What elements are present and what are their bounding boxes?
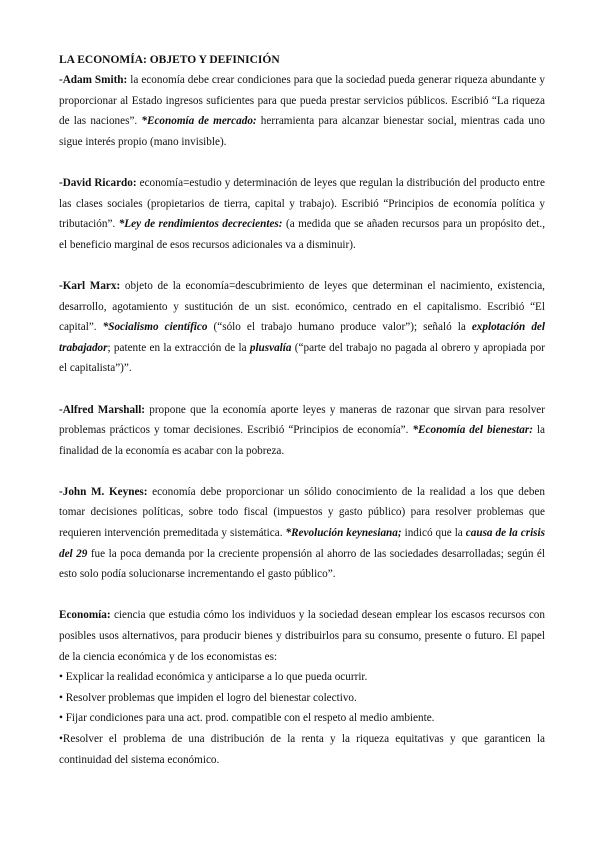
paragraph-text: economía=estudio y determinación de leyes que regulan la distribución del producto entre las clases sociales (propietarios de tierra, capital y trabajo). Escribió “Principios de economía política y tributación”. bbox=[59, 176, 545, 231]
paragraph-text: objeto de la economía=descubrimiento de leyes que determinan el nacimiento, existencia, desarrollo, agotamiento y sustitución de un sist. económico, centrado en el capitalismo. Escribió “El capital”. bbox=[59, 279, 545, 334]
paragraph-text: (a medida que se añaden recursos para un propósito det., el beneficio marginal de esos recursos adicionales va a disminuir). bbox=[59, 218, 546, 251]
key-term: *Ley de rendimientos decrecientes: bbox=[118, 218, 283, 231]
key-term: *Socialismo científico bbox=[102, 321, 208, 334]
paragraph-text: (“parte del trabajo no pagada al obrero y apropiada por el capitalista”)”. bbox=[59, 341, 545, 375]
paragraph-text: (“sólo el trabajo humano produce valor”); señaló la bbox=[207, 321, 472, 334]
economist-role-list bbox=[59, 667, 545, 770]
paragraph-gap bbox=[59, 152, 545, 173]
definition-term: Economía: bbox=[59, 609, 111, 622]
key-term: plusvalía bbox=[249, 341, 292, 354]
paragraph-text: fue la poca demanda por la creciente propensión al ahorro de las sociedades desarrolladas; según él esto solo podía solucionarse incrementando el gasto público”. bbox=[59, 547, 545, 581]
paragraph-text: la economía debe crear condiciones para que la sociedad pueda generar riqueza abundante y proporcionar al Estado ingresos suficientes para que pueda prestar servicios públicos. Escribió “La riqueza de las naciones”. bbox=[59, 74, 545, 128]
paragraph-gap bbox=[59, 255, 545, 276]
author-name: -Karl Marx: bbox=[59, 279, 121, 292]
paragraph-gap bbox=[59, 585, 545, 606]
paragraph-text: ciencia que estudia cómo los individuos y la sociedad desean emplear los escasos recursos con posibles usos alternativos, para producir bienes y distribuirlos para su consumo, presente o futuro. El papel de la ciencia económica y de los economistas es: bbox=[59, 609, 545, 663]
list-item: • Explicar la realidad económica y anticiparse a lo que pueda ocurrir. bbox=[59, 671, 368, 684]
list-item: •Resolver el problema de una distribución de la renta y la riqueza equitativas y que garanticen la continuidad del sistema económico. bbox=[59, 733, 545, 766]
paragraph-text: ; patente en la extracción de la bbox=[107, 341, 250, 354]
paragraph-text: indicó que la bbox=[401, 527, 466, 540]
document-page bbox=[59, 50, 545, 770]
karl-marx-paragraph bbox=[59, 276, 545, 379]
alfred-marshall-paragraph bbox=[59, 400, 545, 462]
david-ricardo-paragraph bbox=[59, 173, 545, 255]
key-term: causa de la crisis del 29 bbox=[59, 527, 545, 560]
paragraph-gap bbox=[59, 461, 545, 482]
john-keynes-paragraph bbox=[59, 482, 545, 585]
key-term: *Economía del bienestar: bbox=[412, 424, 533, 437]
page-title: LA ECONOMÍA: OBJETO Y DEFINICIÓN bbox=[59, 54, 280, 66]
key-term: *Revolución keynesiana; bbox=[285, 527, 402, 540]
key-term: explotación del trabajador bbox=[59, 321, 545, 354]
key-term: *Economía de mercado: bbox=[141, 115, 257, 128]
paragraph-text: propone que la economía aporte leyes y maneras de razonar que sirvan para resolver problemas prácticos y tomar decisiones. Escribió “Principios de economía”. bbox=[59, 403, 545, 437]
paragraph-text: economía debe proporcionar un sólido conocimiento de la realidad a los que deben tomar decisiones políticas, sobre todo fiscal (impuestos y gasto público) para resolver problemas que requieren intervención premeditada y sistemática. bbox=[59, 485, 545, 540]
author-name: -David Ricardo: bbox=[59, 176, 137, 189]
list-item: • Fijar condiciones para una act. prod. compatible con el respeto al medio ambiente. bbox=[59, 712, 435, 725]
list-item: • Resolver problemas que impiden el logro del bienestar colectivo. bbox=[59, 691, 357, 704]
paragraph-text: la finalidad de la economía es acabar con la pobreza. bbox=[59, 424, 546, 457]
adam-smith-paragraph bbox=[59, 70, 545, 152]
paragraph-text: herramienta para alcanzar bienestar social, mientras cada uno sigue interés propio (mano invisible). bbox=[59, 115, 545, 148]
author-name: -Alfred Marshall: bbox=[59, 403, 146, 416]
author-name: -John M. Keynes: bbox=[59, 485, 148, 498]
author-name: -Adam Smith: bbox=[59, 74, 128, 86]
paragraph-gap bbox=[59, 379, 545, 400]
economia-definition-paragraph bbox=[59, 605, 545, 667]
